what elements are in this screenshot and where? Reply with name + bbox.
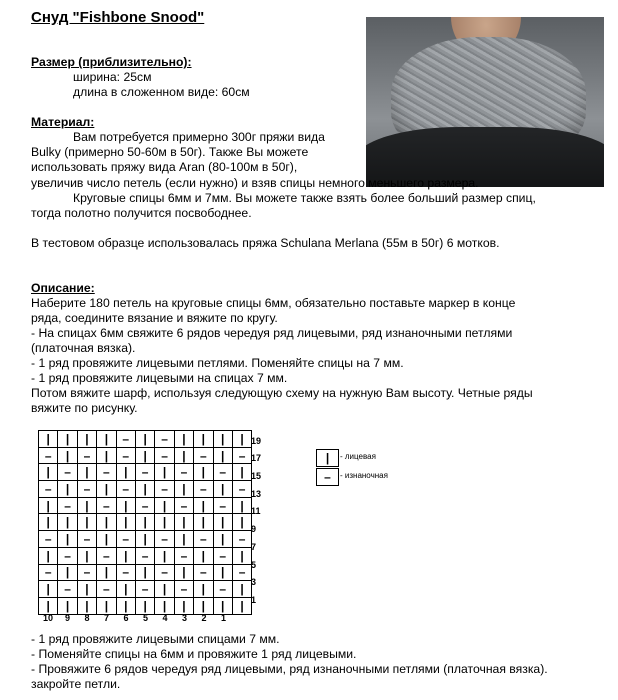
size-width: ширина: 25см xyxy=(73,70,152,84)
knit-stitch: | xyxy=(135,514,154,531)
knit-stitch: | xyxy=(232,581,251,598)
purl-stitch: – xyxy=(39,564,58,581)
ending-line: - 1 ряд провяжите лицевыми спицами 7 мм. xyxy=(31,632,280,646)
knit-stitch: | xyxy=(39,514,58,531)
knit-stitch: | xyxy=(213,564,232,581)
purl-stitch: – xyxy=(116,481,135,498)
purl-stitch: – xyxy=(155,431,174,448)
knit-stitch: | xyxy=(213,514,232,531)
knit-stitch: | xyxy=(77,497,96,514)
knit-stitch: | xyxy=(174,481,193,498)
chart-row xyxy=(39,497,252,514)
knit-stitch: | xyxy=(135,564,154,581)
knit-stitch: | xyxy=(174,531,193,548)
knit-stitch: | xyxy=(77,431,96,448)
knit-stitch: | xyxy=(116,547,135,564)
purl-stitch: – xyxy=(232,481,251,498)
knit-stitch: | xyxy=(77,464,96,481)
knit-stitch: | xyxy=(232,597,251,614)
knit-stitch: | xyxy=(232,514,251,531)
purl-stitch: – xyxy=(39,481,58,498)
knit-stitch: | xyxy=(58,531,77,548)
row-number: 9 xyxy=(251,524,257,534)
purl-stitch: – xyxy=(77,564,96,581)
knit-stitch: | xyxy=(232,497,251,514)
knit-stitch: | xyxy=(155,464,174,481)
purl-stitch: – xyxy=(213,581,232,598)
purl-stitch: – xyxy=(116,447,135,464)
material-line: тогда полотно получится посвободнее. xyxy=(31,206,252,220)
legend-label: - изнаночная xyxy=(340,471,388,480)
purl-stitch: – xyxy=(97,497,116,514)
purl-stitch: – xyxy=(58,497,77,514)
knit-stitch: | xyxy=(155,547,174,564)
row-number: 1 xyxy=(251,595,257,605)
knit-stitch: | xyxy=(39,464,58,481)
knit-stitch: | xyxy=(116,581,135,598)
row-number: 7 xyxy=(251,542,257,552)
row-number: 11 xyxy=(251,506,261,516)
knit-stitch: | xyxy=(116,514,135,531)
ending-line: закройте петли. xyxy=(31,677,121,691)
chart-row xyxy=(39,514,252,531)
purl-stitch: – xyxy=(232,564,251,581)
material-line: В тестовом образце использовалась пряжа Schulana Merlana (55м в 50г) 6 мотков. xyxy=(31,236,500,250)
knit-stitch: | xyxy=(116,464,135,481)
description-line: вяжите по рисунку. xyxy=(31,401,138,415)
purl-stitch: – xyxy=(97,464,116,481)
knit-stitch: | xyxy=(232,464,251,481)
column-number: 6 xyxy=(123,613,129,623)
knit-stitch: | xyxy=(58,447,77,464)
purl-stitch: – xyxy=(39,531,58,548)
knit-stitch: | xyxy=(213,481,232,498)
chart-row xyxy=(39,464,252,481)
snood-photo xyxy=(366,17,604,187)
knit-stitch: | xyxy=(155,497,174,514)
row-number: 3 xyxy=(251,577,257,587)
knit-stitch: | xyxy=(39,497,58,514)
column-number: 9 xyxy=(64,613,70,623)
knit-stitch: | xyxy=(174,564,193,581)
knit-stitch: | xyxy=(194,514,213,531)
purl-symbol: – xyxy=(316,468,339,486)
knit-stitch: | xyxy=(194,431,213,448)
column-number: 4 xyxy=(162,613,168,623)
knit-symbol: | xyxy=(316,449,339,467)
knit-stitch: | xyxy=(174,431,193,448)
knit-stitch: | xyxy=(155,597,174,614)
knit-stitch: | xyxy=(213,431,232,448)
row-number: 15 xyxy=(251,471,262,481)
column-number: 10 xyxy=(42,613,53,623)
purl-stitch: – xyxy=(232,531,251,548)
purl-stitch: – xyxy=(213,547,232,564)
row-number: 17 xyxy=(251,453,262,463)
description-heading: Описание: xyxy=(31,281,95,295)
knit-stitch: | xyxy=(97,431,116,448)
knit-stitch: | xyxy=(135,531,154,548)
purl-stitch: – xyxy=(174,581,193,598)
purl-stitch: – xyxy=(135,497,154,514)
knit-stitch: | xyxy=(58,597,77,614)
purl-stitch: – xyxy=(97,547,116,564)
description-line: - На спицах 6мм свяжите 6 рядов чередуя ряд лицевыми, ряд изнаночными петлями xyxy=(31,326,513,340)
knit-stitch: | xyxy=(174,447,193,464)
chart-row xyxy=(39,564,252,581)
knit-stitch: | xyxy=(116,597,135,614)
chart-row xyxy=(39,531,252,548)
purl-stitch: – xyxy=(135,547,154,564)
chart-row xyxy=(39,597,252,614)
chart-row xyxy=(39,481,252,498)
knit-stitch: | xyxy=(77,581,96,598)
column-number: 7 xyxy=(103,613,109,623)
purl-stitch: – xyxy=(77,447,96,464)
purl-stitch: – xyxy=(39,447,58,464)
purl-stitch: – xyxy=(232,447,251,464)
row-number: 5 xyxy=(251,560,257,570)
purl-stitch: – xyxy=(213,464,232,481)
purl-stitch: – xyxy=(58,581,77,598)
column-number: 8 xyxy=(84,613,90,623)
material-line: увеличив число петель (если нужно) и взяв спицы немного меньшего размера. xyxy=(31,176,479,190)
chart-row xyxy=(39,447,252,464)
legend-label: - лицевая xyxy=(340,452,376,461)
purl-stitch: – xyxy=(194,531,213,548)
purl-stitch: – xyxy=(174,464,193,481)
knit-stitch: | xyxy=(97,597,116,614)
column-number: 2 xyxy=(201,613,207,623)
purl-stitch: – xyxy=(58,547,77,564)
knit-stitch: | xyxy=(135,597,154,614)
chart-row xyxy=(39,581,252,598)
knit-stitch: | xyxy=(194,597,213,614)
document-title: Снуд "Fishbone Snood" xyxy=(31,9,205,26)
purl-stitch: – xyxy=(135,464,154,481)
purl-stitch: – xyxy=(155,481,174,498)
knit-stitch: | xyxy=(174,597,193,614)
description-line: - 1 ряд провяжите лицевыми петлями. Поменяйте спицы на 7 мм. xyxy=(31,356,404,370)
knit-stitch: | xyxy=(77,514,96,531)
knit-stitch: | xyxy=(135,447,154,464)
purl-stitch: – xyxy=(135,581,154,598)
knit-stitch: | xyxy=(97,447,116,464)
row-number: 13 xyxy=(251,489,262,499)
purl-stitch: – xyxy=(97,581,116,598)
purl-stitch: – xyxy=(58,464,77,481)
purl-stitch: – xyxy=(194,447,213,464)
knitting-chart xyxy=(38,430,252,615)
chart-row xyxy=(39,547,252,564)
knit-stitch: | xyxy=(97,514,116,531)
purl-stitch: – xyxy=(213,497,232,514)
purl-stitch: – xyxy=(155,564,174,581)
purl-stitch: – xyxy=(155,531,174,548)
description-line: Наберите 180 петель на круговые спицы 6мм, обязательно поставьте маркер в конце xyxy=(31,296,516,310)
description-line: - 1 ряд провяжите лицевыми на спицах 7 мм. xyxy=(31,371,288,385)
material-heading: Материал: xyxy=(31,115,95,129)
description-line: ряда, соедините вязание и вяжите по кругу. xyxy=(31,311,278,325)
material-line: Круговые спицы 6мм и 7мм. Вы можете также взять более больший размер спиц, xyxy=(73,191,536,205)
knit-stitch: | xyxy=(232,431,251,448)
column-number: 5 xyxy=(142,613,148,623)
knit-stitch: | xyxy=(135,431,154,448)
ending-line: - Поменяйте спицы на 6мм и провяжите 1 ряд лицевыми. xyxy=(31,647,357,661)
purl-stitch: – xyxy=(77,481,96,498)
knit-stitch: | xyxy=(135,481,154,498)
knit-stitch: | xyxy=(39,547,58,564)
knit-stitch: | xyxy=(97,564,116,581)
knit-stitch: | xyxy=(174,514,193,531)
knit-stitch: | xyxy=(97,531,116,548)
knit-stitch: | xyxy=(39,431,58,448)
knit-stitch: | xyxy=(194,464,213,481)
material-line: использовать пряжу вида Aran (80-100м в 50г), xyxy=(31,160,298,174)
knit-stitch: | xyxy=(58,514,77,531)
purl-stitch: – xyxy=(155,447,174,464)
knit-stitch: | xyxy=(194,581,213,598)
description-line: Потом вяжите шарф, используя следующую схему на нужную Вам высоту. Четные ряды xyxy=(31,386,533,400)
purl-stitch: – xyxy=(174,497,193,514)
chart-row xyxy=(39,431,252,448)
purl-stitch: – xyxy=(194,481,213,498)
description-line: (платочная вязка). xyxy=(31,341,136,355)
purl-stitch: – xyxy=(77,531,96,548)
knit-stitch: | xyxy=(213,531,232,548)
knit-stitch: | xyxy=(58,564,77,581)
knit-stitch: | xyxy=(39,581,58,598)
purl-stitch: – xyxy=(116,564,135,581)
purl-stitch: – xyxy=(116,531,135,548)
knit-stitch: | xyxy=(213,597,232,614)
size-length: длина в сложенном виде: 60см xyxy=(73,85,250,99)
size-heading: Размер (приблизительно): xyxy=(31,55,192,69)
column-number: 3 xyxy=(181,613,187,623)
knit-stitch: | xyxy=(77,547,96,564)
knit-stitch: | xyxy=(232,547,251,564)
knit-stitch: | xyxy=(39,597,58,614)
row-number: 19 xyxy=(251,436,262,446)
purl-stitch: – xyxy=(116,431,135,448)
material-line: Bulky (примерно 50-60м в 50г). Также Вы можете xyxy=(31,145,309,159)
ending-line: - Провяжите 6 рядов чередуя ряд лицевыми, ряд изнаночными петлями (платочная вязка). xyxy=(31,662,548,676)
knit-stitch: | xyxy=(194,497,213,514)
material-line: Вам потребуется примерно 300г пряжи вида xyxy=(73,130,325,144)
knit-stitch: | xyxy=(58,481,77,498)
knit-stitch: | xyxy=(77,597,96,614)
knit-stitch: | xyxy=(116,497,135,514)
knit-stitch: | xyxy=(58,431,77,448)
knit-stitch: | xyxy=(155,514,174,531)
knit-stitch: | xyxy=(155,581,174,598)
knit-stitch: | xyxy=(97,481,116,498)
knit-stitch: | xyxy=(213,447,232,464)
column-number: 1 xyxy=(220,613,226,623)
purl-stitch: – xyxy=(174,547,193,564)
purl-stitch: – xyxy=(194,564,213,581)
knit-stitch: | xyxy=(194,547,213,564)
